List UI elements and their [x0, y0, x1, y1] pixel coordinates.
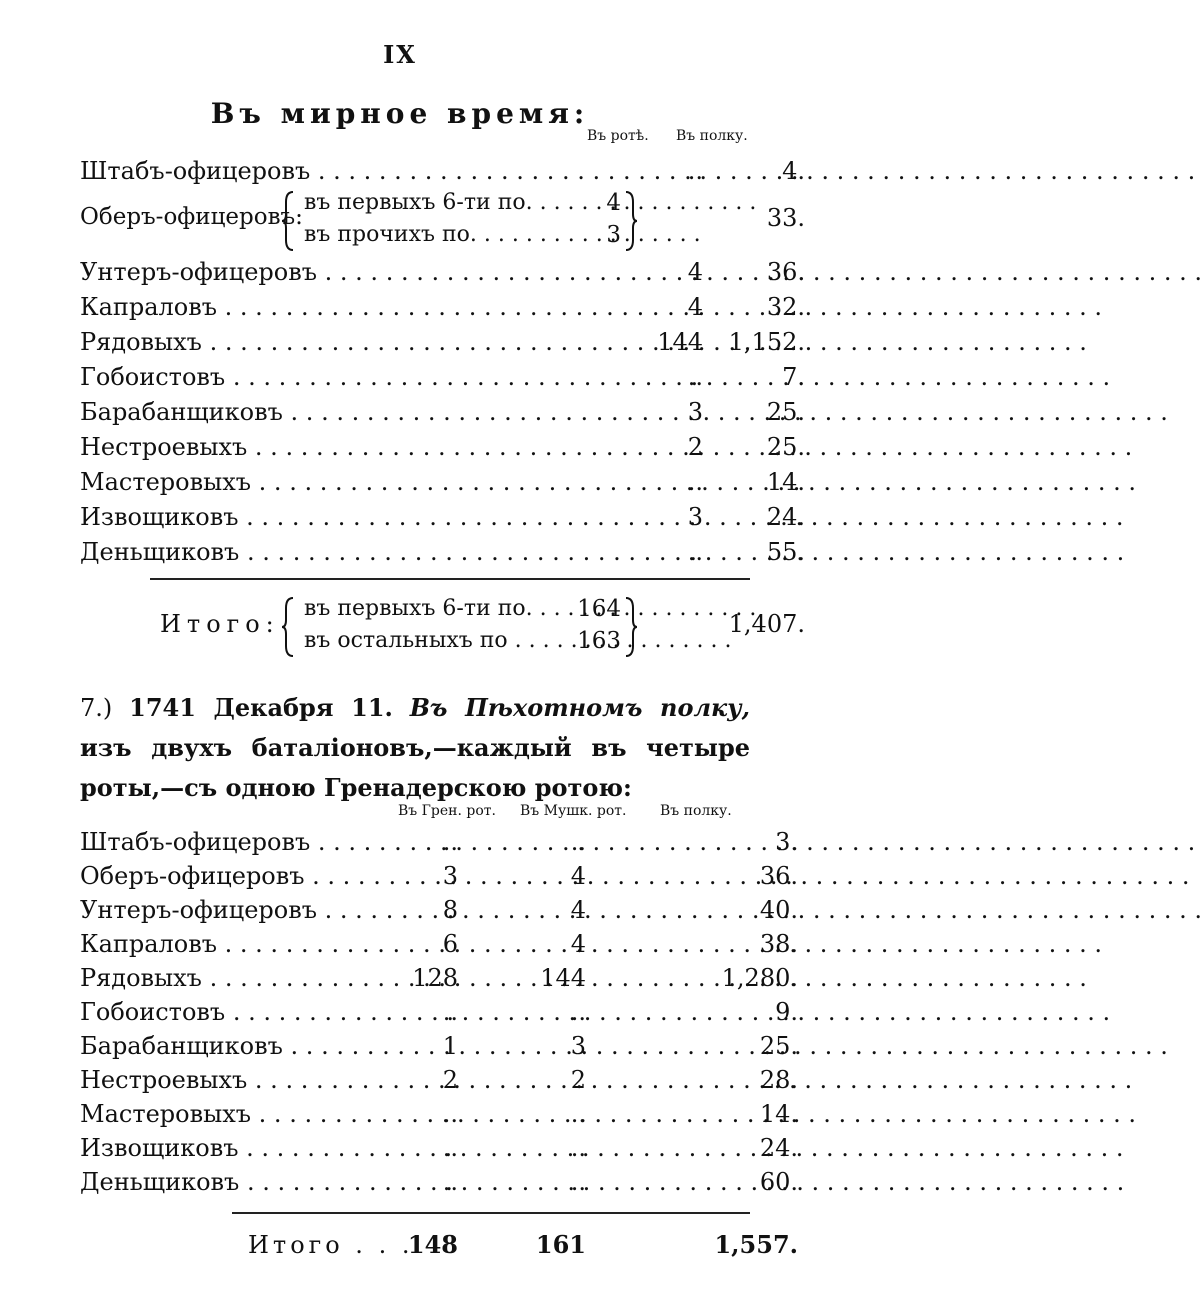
table-row — [80, 859, 798, 893]
table-row — [80, 995, 798, 1029]
total-first-label: въ первыхъ 6-ти по. . . . — [304, 596, 569, 621]
musk-value: .. — [570, 1168, 586, 1196]
row-label: Извощиковъ . . . — [80, 500, 625, 534]
table-row — [80, 1097, 798, 1131]
ober-first-label: въ первыхъ 6-ти по. . . . — [304, 190, 564, 215]
gren-value: .. — [442, 1100, 458, 1128]
regiment-value: 25. — [759, 1032, 798, 1060]
total-label: Итого: — [160, 610, 280, 638]
regiment-value: 28. — [759, 1066, 798, 1094]
table-row — [80, 360, 805, 394]
row-label: Деньщиковъ . . . — [80, 535, 625, 569]
gren-value: 3 — [442, 862, 458, 890]
section-7-paragraph — [80, 688, 750, 808]
table-row — [80, 290, 805, 324]
regiment-value: 40. — [759, 896, 798, 924]
right-brace-icon — [623, 596, 639, 658]
total-rule-2 — [232, 1212, 750, 1214]
regiment-value: 24. — [766, 503, 805, 531]
table-row — [80, 961, 798, 995]
musk-value: 144 — [540, 964, 586, 992]
musk-value: 4 — [570, 896, 586, 924]
ober-label: Оберъ-офицеровъ: — [80, 204, 303, 230]
company-value: .. — [687, 468, 703, 496]
row-label: Барабанщиковъ . . . — [80, 1029, 405, 1063]
regiment-value: 36. — [759, 862, 798, 890]
company-value: .. — [687, 363, 703, 391]
gren-value: 1 — [442, 1032, 458, 1060]
row-label: Нестроевыхъ . . . — [80, 430, 625, 464]
regiment-value: 14. — [766, 468, 805, 496]
page-number: IX — [383, 40, 417, 69]
table-row — [80, 1063, 798, 1097]
row-label: Барабанщиковъ . . . — [80, 395, 625, 429]
regiment-value: 36. — [766, 258, 805, 286]
row-label: Мастеровыхъ . . . — [80, 465, 625, 499]
regiment-value: 32. — [766, 293, 805, 321]
table-row — [80, 465, 805, 499]
musk-value: 4 — [570, 930, 586, 958]
left-brace-icon — [280, 596, 296, 658]
gren-value: .. — [442, 998, 458, 1026]
ober-other-value: 3 — [606, 222, 621, 248]
table-row — [80, 430, 805, 464]
gren-value: 128 — [412, 964, 458, 992]
section-rest: изъ двухъ баталіоновъ,—каждый въ четыре роты,—съ одною Гренадерскою ротою: — [80, 733, 750, 802]
row-label: Штабъ-офицеровъ . . . — [80, 825, 405, 859]
row-label: Гобоистовъ . . . — [80, 995, 405, 1029]
row-label: Мастеровыхъ . . . — [80, 1097, 405, 1131]
regiment-value: 60. — [759, 1168, 798, 1196]
table-row — [80, 825, 798, 859]
table-row — [80, 500, 805, 534]
regiment-value: 1,280. — [721, 964, 798, 992]
regiment-value: 55. — [766, 538, 805, 566]
row-label: Унтеръ-офицеровъ . . . — [80, 255, 625, 289]
company-value: 4 — [687, 293, 703, 321]
regiment-value: 1,152. — [728, 328, 805, 356]
row-label: Нестроевыхъ . . . — [80, 1063, 405, 1097]
regiment-value: 38. — [759, 930, 798, 958]
col-header-company: Въ ротѣ. — [587, 128, 649, 144]
regiment-value: 25. — [766, 433, 805, 461]
row-label: Капраловъ . . . — [80, 290, 625, 324]
section-number: 7.) — [80, 694, 113, 722]
table-row — [80, 325, 805, 359]
total-musk: 161 — [535, 1230, 586, 1259]
row-label: Унтеръ-офицеровъ . . . — [80, 893, 405, 927]
table-row — [80, 1165, 798, 1199]
ober-other-label: въ прочихъ по. . . . — [304, 222, 564, 247]
row-label: Рядовыхъ . . . — [80, 325, 580, 359]
company-value: .. — [687, 538, 703, 566]
regiment-value: 25. — [766, 398, 805, 426]
total-gren: 148 — [407, 1230, 458, 1259]
regiment-value: 24. — [759, 1134, 798, 1162]
table-row — [80, 535, 805, 569]
regiment-value: 14. — [759, 1100, 798, 1128]
regiment-value: 3. — [775, 828, 798, 856]
table-row — [80, 395, 805, 429]
company-value: .. — [687, 157, 703, 185]
total-other-label: въ остальныхъ по . . . — [304, 628, 569, 653]
musk-value: .. — [570, 1100, 586, 1128]
col-header-musk: Въ Мушк. рот. — [520, 803, 627, 819]
table-row — [80, 154, 805, 188]
total-label: Итого . . . — [248, 1231, 414, 1259]
row-label: Капраловъ . . . — [80, 927, 405, 961]
table-row — [80, 1131, 798, 1165]
row-label: Рядовыхъ . . . — [80, 961, 405, 995]
col-header-regiment: Въ полку. — [676, 128, 748, 144]
company-value: 2 — [687, 433, 703, 461]
ober-officers-row — [80, 188, 805, 254]
col-header-gren: Въ Грен. рот. — [398, 803, 496, 819]
total-first-value: 164 — [577, 596, 621, 622]
company-value: 144 — [657, 328, 703, 356]
ober-regiment-value: 33. — [766, 204, 805, 232]
section-italic: Въ Пѣхотномъ полку, — [409, 693, 751, 722]
company-value: 4 — [687, 258, 703, 286]
total-regiment: 1,557. — [714, 1230, 798, 1259]
table-row — [80, 893, 798, 927]
col-header-regiment-2: Въ полку. — [660, 803, 732, 819]
table-row — [80, 1029, 798, 1063]
regiment-value: 4. — [782, 157, 805, 185]
row-label: Гобоистовъ . . . — [80, 360, 625, 394]
peace-total-row — [80, 594, 805, 660]
section-date: 1741 Декабря 11. — [129, 693, 393, 722]
musk-value: .. — [570, 1134, 586, 1162]
total-regiment-value: 1,407. — [728, 610, 805, 638]
company-value: 3 — [687, 503, 703, 531]
musk-value: 3 — [570, 1032, 586, 1060]
ober-first-value: 4 — [606, 190, 621, 216]
total-rule — [150, 578, 750, 580]
regiment-value: 9. — [775, 998, 798, 1026]
regiment-value: 7. — [782, 363, 805, 391]
musk-value: .. — [570, 828, 586, 856]
section-heading-peace: Въ мирное время: — [210, 97, 590, 130]
musk-value: 4 — [570, 862, 586, 890]
gren-value: 6 — [442, 930, 458, 958]
table-row — [80, 927, 798, 961]
company-value: 3 — [687, 398, 703, 426]
row-label: Извощиковъ . . . — [80, 1131, 405, 1165]
row-label: Деньщиковъ . . . — [80, 1165, 405, 1199]
musk-value: .. — [570, 998, 586, 1026]
gren-value: .. — [442, 1134, 458, 1162]
total-other-value: 163 — [577, 628, 621, 654]
table-row — [80, 255, 805, 289]
row-label: Оберъ-офицеровъ . . . — [80, 859, 405, 893]
gren-value: .. — [442, 828, 458, 856]
gren-value: 2 — [442, 1066, 458, 1094]
gren-value: .. — [442, 1168, 458, 1196]
row-label: Штабъ-офицеровъ . . . — [80, 154, 625, 188]
left-brace-icon — [280, 190, 296, 252]
right-brace-icon — [623, 190, 639, 252]
section-7-total-row — [80, 1228, 798, 1262]
gren-value: 8 — [442, 896, 458, 924]
musk-value: 2 — [570, 1066, 586, 1094]
